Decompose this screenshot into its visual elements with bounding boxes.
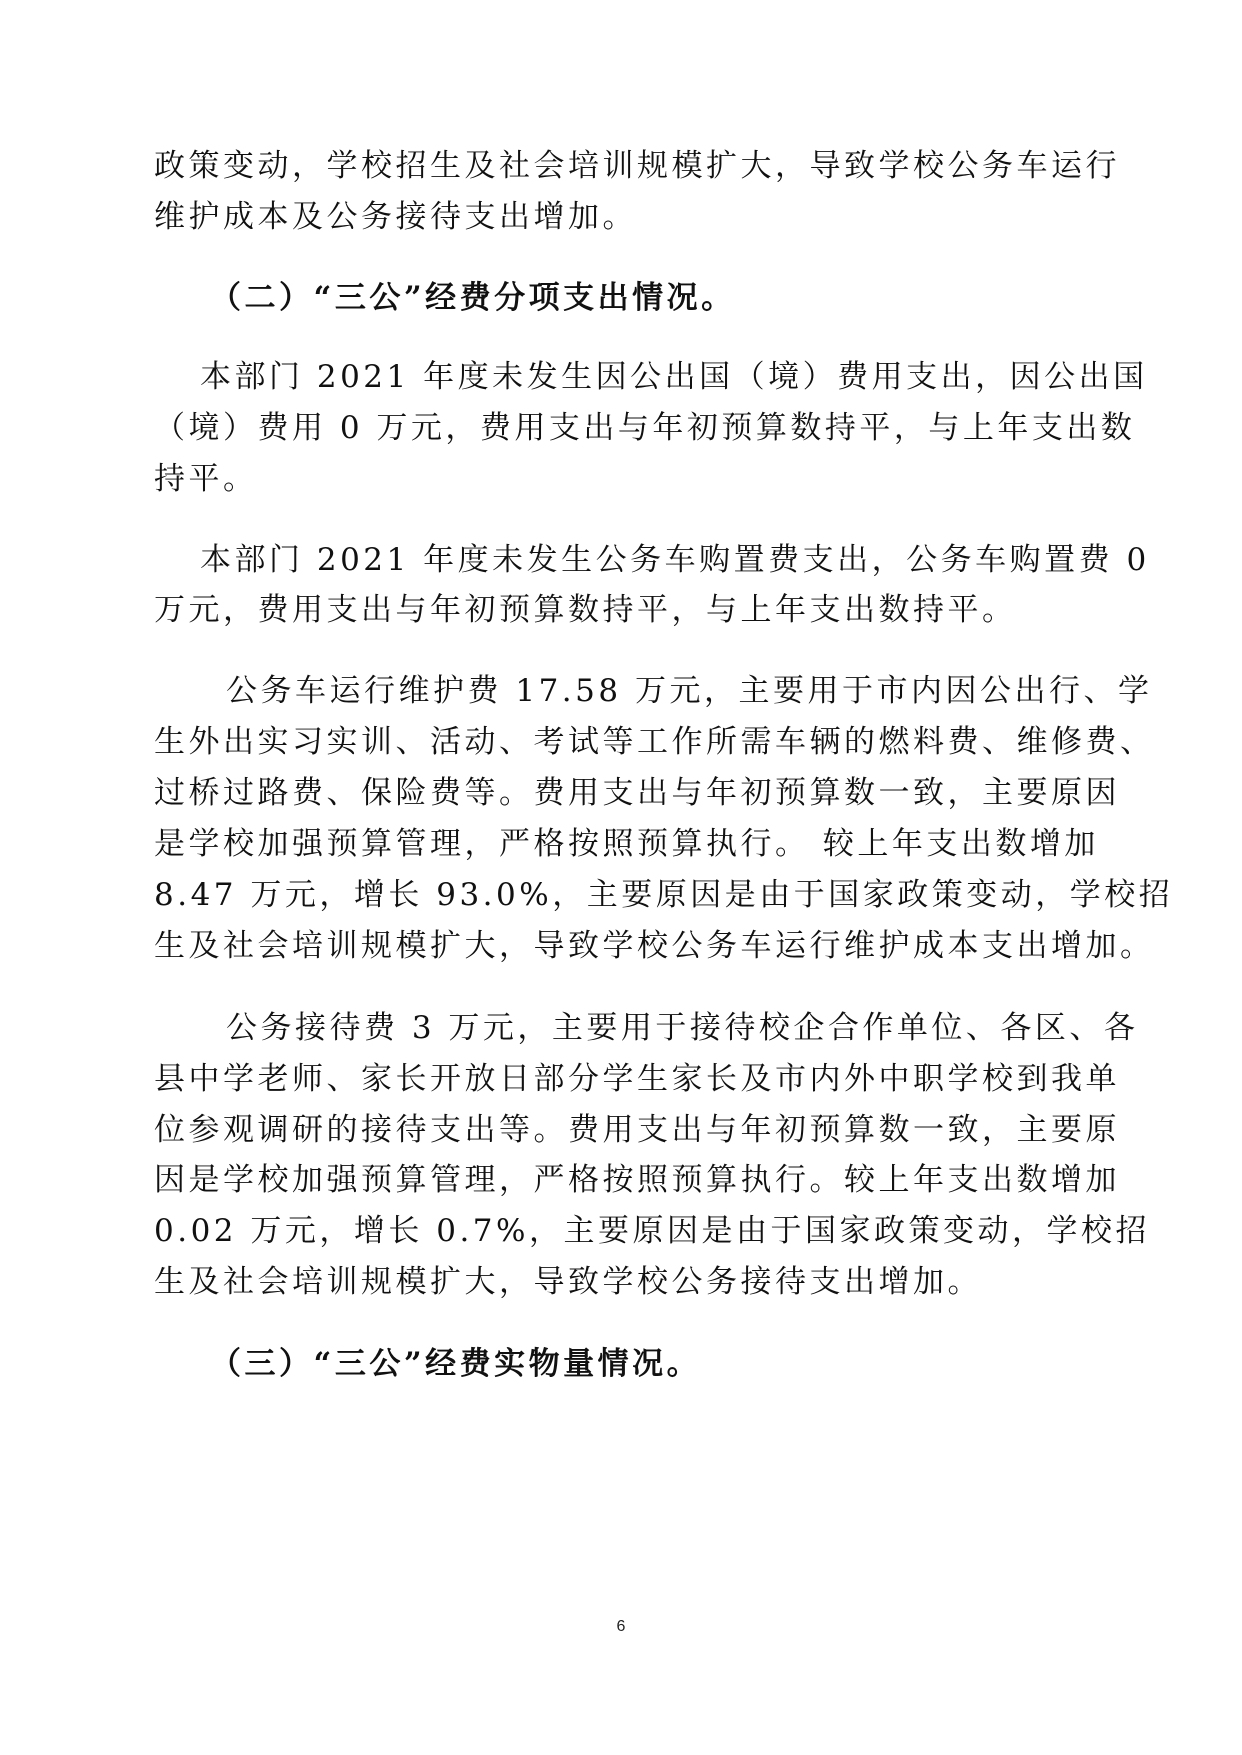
page-number: 6 bbox=[616, 1618, 626, 1635]
body-text-line: 过桥过路费、保险费等。费用支出与年初预算数一致，主要原因 bbox=[154, 775, 1120, 811]
body-text-line: 持平。 bbox=[154, 461, 258, 497]
body-text-line: 公务车运行维护费 17.58 万元，主要用于市内因公出行、学 bbox=[226, 673, 1153, 709]
section-heading: （二）“三公”经费分项支出情况。 bbox=[210, 280, 736, 316]
body-text-line: 县中学老师、家长开放日部分学生家长及市内外中职学校到我单 bbox=[154, 1061, 1120, 1097]
body-text-line: 8.47 万元，增长 93.0%，主要原因是由于国家政策变动，学校招 bbox=[154, 877, 1174, 913]
section-heading: （三）“三公”经费实物量情况。 bbox=[210, 1346, 702, 1382]
body-text-line: 维护成本及公务接待支出增加。 bbox=[154, 199, 637, 235]
body-text-line: 0.02 万元，增长 0.7%，主要原因是由于国家政策变动，学校招 bbox=[154, 1213, 1150, 1249]
body-text-line: 本部门 2021 年度未发生因公出国（境）费用支出，因公出国 bbox=[200, 359, 1148, 395]
body-text-line: 公务接待费 3 万元，主要用于接待校企合作单位、各区、各 bbox=[226, 1010, 1139, 1046]
body-text-line: 是学校加强预算管理，严格按照预算执行。 较上年支出数增加 bbox=[154, 826, 1099, 862]
body-text-line: 生外出实习实训、活动、考试等工作所需车辆的燃料费、维修费、 bbox=[154, 724, 1155, 760]
body-text-line: 生及社会培训规模扩大，导致学校公务接待支出增加。 bbox=[154, 1264, 982, 1300]
body-text-line: 生及社会培训规模扩大，导致学校公务车运行维护成本支出增加。 bbox=[154, 928, 1155, 964]
body-text-line: 本部门 2021 年度未发生公务车购置费支出，公务车购置费 0 bbox=[200, 542, 1150, 578]
body-text-line: （境）费用 0 万元，费用支出与年初预算数持平，与上年支出数 bbox=[154, 410, 1136, 446]
body-text-line: 万元，费用支出与年初预算数持平，与上年支出数持平。 bbox=[154, 592, 1017, 628]
body-text-line: 位参观调研的接待支出等。费用支出与年初预算数一致，主要原 bbox=[154, 1112, 1120, 1148]
body-text-line: 因是学校加强预算管理，严格按照预算执行。较上年支出数增加 bbox=[154, 1162, 1120, 1198]
body-text-line: 政策变动，学校招生及社会培训规模扩大，导致学校公务车运行 bbox=[154, 148, 1120, 184]
